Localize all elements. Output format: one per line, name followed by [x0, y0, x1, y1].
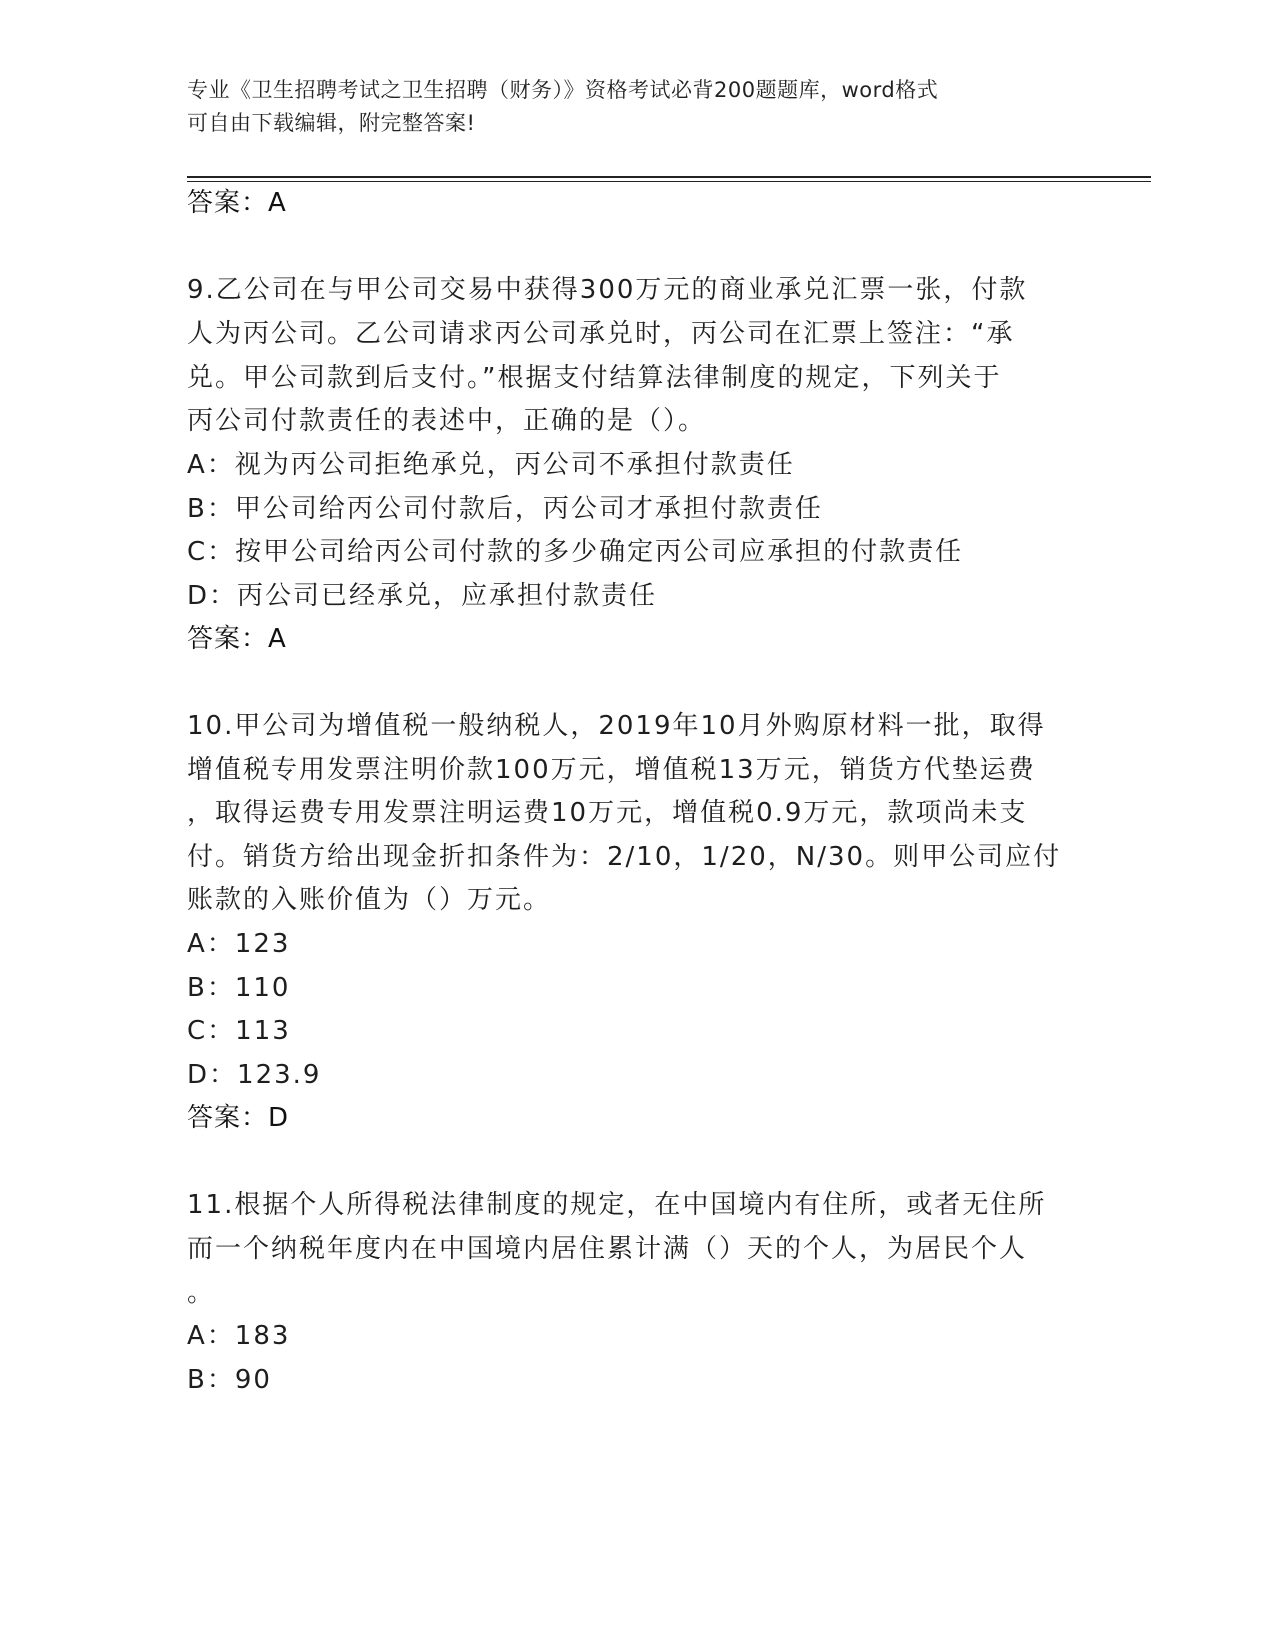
q11-option-b: B：90	[187, 1365, 272, 1395]
q9-option-b: B：甲公司给丙公司付款后，丙公司才承担付款责任	[187, 494, 823, 524]
q9-line-3: 兑。甲公司款到后支付。”根据支付结算法律制度的规定，下列关于	[187, 363, 1002, 393]
q10-line-3: ，取得运费专用发票注明运费10万元，增值税0.9万元，款项尚未支	[187, 798, 1028, 828]
document-header	[187, 74, 1067, 140]
header-rule-thin	[187, 181, 1151, 182]
header-line-1: 专业《卫生招聘考试之卫生招聘（财务）》资格考试必背200题题库，word格式	[187, 78, 939, 102]
q11-option-a: A：183	[187, 1321, 291, 1351]
q9-answer: 答案：A	[187, 624, 287, 654]
q10-line-4: 付。销货方给出现金折扣条件为：2/10，1/20，N/30。则甲公司应付	[187, 842, 1062, 872]
q10-line-2: 增值税专用发票注明价款100万元，增值税13万元，销货方代垫运费	[187, 755, 1036, 785]
q9-line-4: 丙公司付款责任的表述中，正确的是（）。	[187, 406, 707, 436]
q10-line-1: 10.甲公司为增值税一般纳税人，2019年10月外购原材料一批，取得	[187, 711, 1046, 741]
q9-line-2: 人为丙公司。乙公司请求丙公司承兑时，丙公司在汇票上签注：“承	[187, 319, 1015, 349]
q10-option-b: B：110	[187, 973, 291, 1003]
q10-line-5: 账款的入账价值为（）万元。	[187, 885, 552, 915]
q10-option-c: C：113	[187, 1016, 291, 1046]
header-line-2: 可自由下载编辑，附完整答案!	[187, 111, 476, 135]
q10-option-d: D：123.9	[187, 1060, 322, 1090]
q10-answer: 答案：D	[187, 1103, 290, 1133]
q11-line-1: 11.根据个人所得税法律制度的规定，在中国境内有住所，或者无住所	[187, 1190, 1047, 1220]
answer-previous: 答案：A	[187, 188, 287, 218]
q9-line-1: 9.乙公司在与甲公司交易中获得300万元的商业承兑汇票一张，付款	[187, 275, 1028, 305]
q9-option-d: D：丙公司已经承兑，应承担付款责任	[187, 581, 658, 611]
q9-option-a: A：视为丙公司拒绝承兑，丙公司不承担付款责任	[187, 450, 795, 480]
q11-line-3: 。	[187, 1278, 216, 1308]
q11-line-2: 而一个纳税年度内在中国境内居住累计满（）天的个人，为居民个人	[187, 1234, 1028, 1264]
q10-option-a: A：123	[187, 929, 291, 959]
q9-option-c: C：按甲公司给丙公司付款的多少确定丙公司应承担的付款责任	[187, 537, 964, 567]
header-rule-thick	[187, 176, 1151, 178]
